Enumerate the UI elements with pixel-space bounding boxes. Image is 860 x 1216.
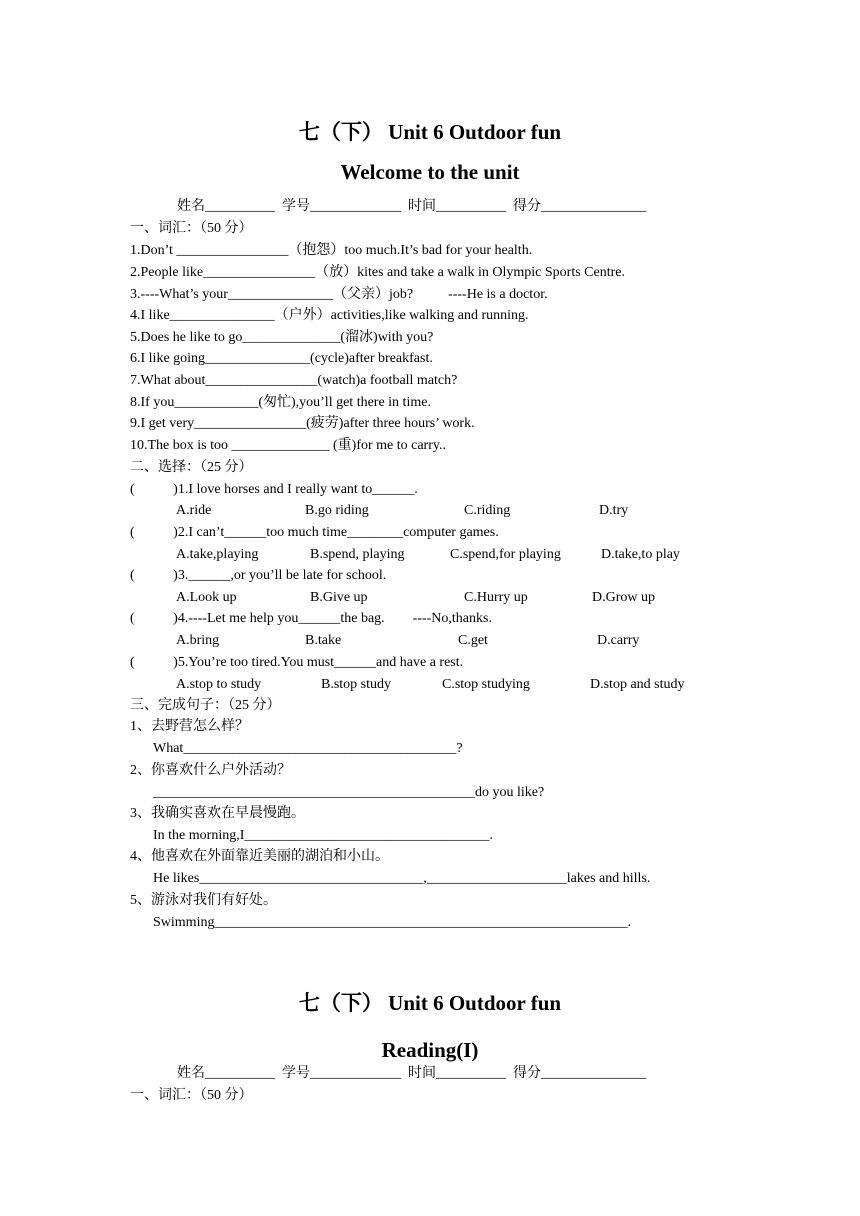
- choice-1-option-a: A.ride: [176, 503, 212, 518]
- choice-2-option-d: D.take,to play: [601, 547, 680, 562]
- choice-2-option-b: B.spend, playing: [310, 547, 405, 562]
- choice-2-option-c: C.spend,for playing: [450, 547, 561, 562]
- choice-3-option-b: B.Give up: [310, 590, 368, 605]
- vocab-item-1: 1.Don’t ________________（抱怨）too much.It’s bad for your health.: [130, 243, 533, 258]
- vocab-item-8: 8.If you____________(匆忙),you’ll get there in time.: [130, 395, 431, 410]
- vocab-item-10: 10.The box is too ______________ (重)for me to carry..: [130, 438, 446, 453]
- choice-1-option-c: C.riding: [464, 503, 511, 518]
- section2-title: 七（下） Unit 6 Outdoor fun: [298, 991, 562, 1015]
- choice-5-option-a: A.stop to study: [176, 677, 262, 692]
- choice-question-2: ( )2.I can’t______too much time________computer games.: [130, 525, 499, 540]
- choice-1-option-d: D.try: [599, 503, 629, 518]
- section1-title: 七（下） Unit 6 Outdoor fun: [298, 120, 562, 144]
- vocab-item-6: 6.I like going_______________(cycle)after breakfast.: [130, 351, 433, 366]
- choice-5-option-c: C.stop studying: [442, 677, 530, 692]
- choice-3-option-d: D.Grow up: [592, 590, 655, 605]
- choice-4-option-d: D.carry: [597, 633, 640, 648]
- sentence-1-chinese: 1、去野营怎么样？: [130, 719, 249, 734]
- choice-4-option-c: C.get: [458, 633, 488, 648]
- sentence-2-english: ______________________________________________do you like?: [153, 785, 545, 800]
- section1-vocab-header: 一、词汇：（50 分）: [130, 221, 253, 236]
- sentence-3-chinese: 3、我确实喜欢在早晨慢跑。: [130, 806, 305, 821]
- vocab-item-7: 7.What about________________(watch)a football match?: [130, 373, 458, 388]
- sentence-4-english: He likes________________________________,____________________lakes and hills.: [153, 871, 651, 886]
- vocab-item-9: 9.I get very________________(疲劳)after three hours’ work.: [130, 416, 475, 431]
- section1-complete-header: 三、完成句子：（25 分）: [130, 698, 281, 713]
- choice-question-5: ( )5.You’re too tired.You must______and have a rest.: [130, 655, 464, 670]
- choice-3-option-a: A.Look up: [176, 590, 237, 605]
- sentence-3-english: In the morning,I___________________________________.: [153, 828, 493, 843]
- vocab-item-3: 3.----What’s your_______________（父亲）job? ----He is a doctor.: [130, 287, 548, 302]
- vocab-item-4: 4.I like_______________（户外）activities,like walking and running.: [130, 308, 529, 323]
- choice-3-option-c: C.Hurry up: [464, 590, 528, 605]
- choice-5-option-b: B.stop study: [321, 677, 392, 692]
- choice-question-4: ( )4.----Let me help you______the bag. ----No,thanks.: [130, 611, 492, 626]
- choice-1-option-b: B.go riding: [305, 503, 369, 518]
- sentence-2-chinese: 2、你喜欢什么户外活动？: [130, 763, 291, 778]
- choice-question-1: ( )1.I love horses and I really want to______.: [130, 482, 418, 497]
- choice-question-3: ( )3.______,or you’ll be late for school.: [130, 568, 387, 583]
- sentence-5-chinese: 5、游泳对我们有好处。: [130, 893, 277, 908]
- section2-vocab-header: 一、词汇：（50 分）: [130, 1088, 253, 1103]
- vocab-item-5: 5.Does he like to go______________(溜冰)with you?: [130, 330, 434, 345]
- section1-choice-header: 二、选择：（25 分）: [130, 460, 253, 475]
- sentence-5-english: Swimming___________________________________________________________.: [153, 915, 631, 930]
- section1-subtitle: Welcome to the unit: [340, 160, 520, 184]
- section2-info-line: 姓名__________ 学号_____________ 时间__________ 得分_______________: [177, 1066, 646, 1081]
- section1-info-line: 姓名__________ 学号_____________ 时间__________ 得分_______________: [177, 199, 646, 214]
- sentence-1-english: What_______________________________________?: [153, 741, 463, 756]
- choice-2-option-a: A.take,playing: [176, 547, 259, 562]
- vocab-item-2: 2.People like________________（放）kites and take a walk in Olympic Sports Centre.: [130, 265, 625, 280]
- sentence-4-chinese: 4、他喜欢在外面靠近美丽的湖泊和小山。: [130, 849, 389, 864]
- choice-5-option-d: D.stop and study: [590, 677, 685, 692]
- choice-4-option-a: A.bring: [176, 633, 220, 648]
- choice-4-option-b: B.take: [305, 633, 342, 648]
- section2-subtitle: Reading(I): [381, 1038, 479, 1062]
